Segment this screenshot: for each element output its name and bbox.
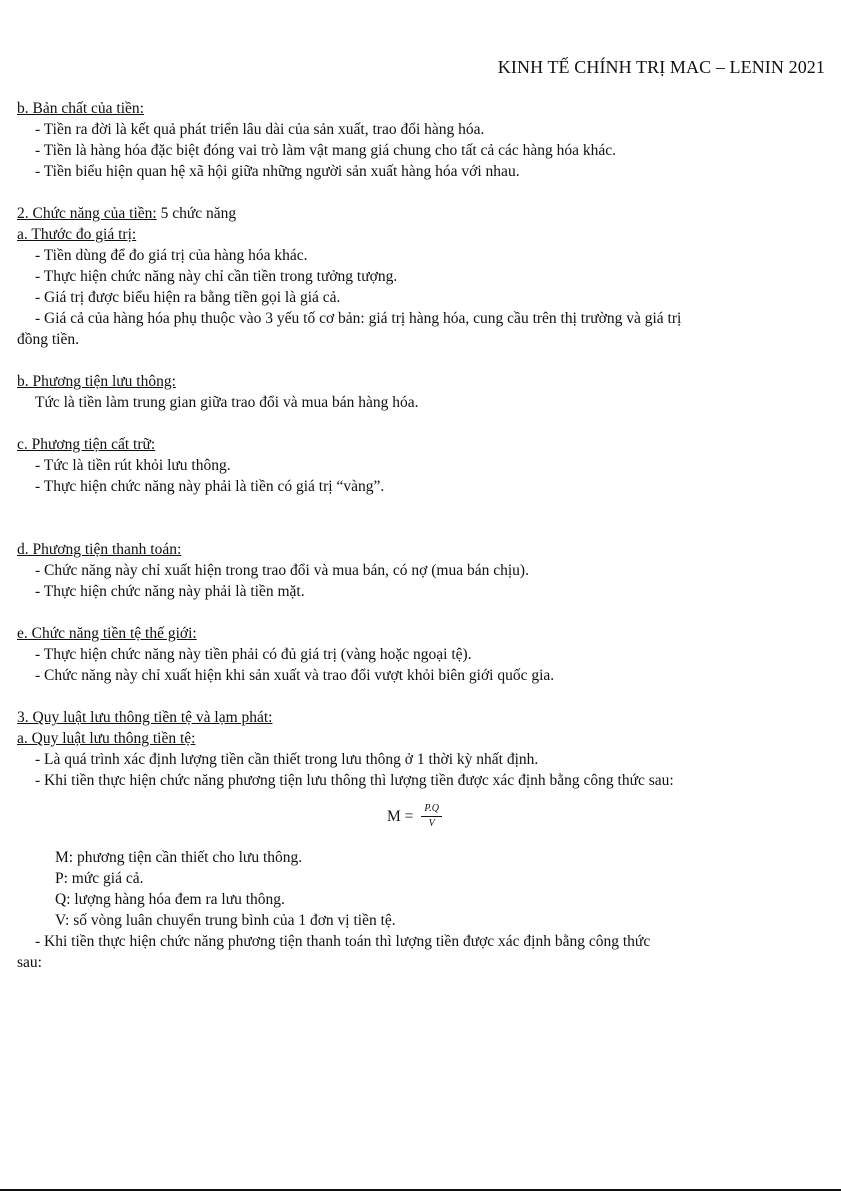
heading-chuc-nang: 2. Chức năng của tiền:: [17, 205, 157, 222]
list-item: - Tiền dùng để đo giá trị của hàng hóa khác.: [35, 247, 308, 264]
list-item: - Tức là tiền rút khỏi lưu thông.: [35, 457, 231, 474]
paragraph: Tức là tiền làm trung gian giữa trao đổi và mua bán hàng hóa.: [35, 394, 419, 411]
list-item: - Tiền biểu hiện quan hệ xã hội giữa những người sản xuất hàng hóa với nhau.: [35, 163, 520, 180]
formula-fraction: [421, 803, 442, 830]
heading-thuoc-do: a. Thước đo giá trị:: [17, 226, 137, 243]
list-item: - Chức năng này chỉ xuất hiện khi sản xuất và trao đổi vượt khỏi biên giới quốc gia.: [35, 667, 555, 684]
heading-luu-thong: b. Phương tiện lưu thông:: [17, 373, 176, 390]
heading-chuc-nang-rest: 5 chức năng: [156, 205, 237, 222]
formula: [17, 795, 829, 847]
list-item: - Thực hiện chức năng này phải là tiền mặt.: [35, 583, 305, 600]
page-header: KINH TẾ CHÍNH TRỊ MAC – LENIN 2021: [497, 57, 825, 77]
definition-item: V: số vòng luân chuyển trung bình của 1 đơn vị tiền tệ.: [55, 912, 396, 929]
list-item: - Thực hiện chức năng này tiền phải có đủ giá trị (vàng hoặc ngoại tệ).: [35, 646, 472, 663]
list-item: - Thực hiện chức năng này phải là tiền có giá trị “vàng”.: [35, 478, 385, 495]
heading-cat-tru: c. Phương tiện cất trữ:: [17, 436, 156, 453]
list-item: - Giá trị được biểu hiện ra bằng tiền gọi là giá cả.: [35, 289, 341, 306]
heading-chuc-nang-line: [17, 203, 829, 224]
heading-quy-luat-luu-thong: a. Quy luật lưu thông tiền tệ:: [17, 730, 196, 747]
formula-numerator: P.Q: [421, 803, 442, 817]
list-item: - Giá cả của hàng hóa phụ thuộc vào 3 yếu tố cơ bản: giá trị hàng hóa, cung cầu trên thị trường và giá trị: [35, 310, 682, 327]
list-item: - Thực hiện chức năng này chỉ cần tiền trong tưởng tượng.: [35, 268, 398, 285]
list-item: - Khi tiền thực hiện chức năng phương tiện thanh toán thì lượng tiền được xác định bằng công thức: [35, 933, 651, 950]
list-item-continuation: đồng tiền.: [17, 331, 79, 348]
list-item-continuation: sau:: [17, 954, 42, 971]
definition-item: Q: lượng hàng hóa đem ra lưu thông.: [55, 891, 285, 908]
list-item: - Tiền ra đời là kết quả phát triển lâu dài của sản xuất, trao đổi hàng hóa.: [35, 121, 485, 138]
list-item: - Khi tiền thực hiện chức năng phương tiện lưu thông thì lượng tiền được xác định bằng công thức sau:: [35, 772, 674, 789]
document-body: [17, 98, 829, 973]
definition-item: M: phương tiện cần thiết cho lưu thông.: [55, 849, 303, 866]
list-item: - Tiền là hàng hóa đặc biệt đóng vai trò làm vật mang giá chung cho tất cả các hàng hóa khác.: [35, 142, 617, 159]
list-item: - Là quá trình xác định lượng tiền cần thiết trong lưu thông ở 1 thời kỳ nhất định.: [35, 751, 539, 768]
formula-denominator: V: [428, 818, 435, 829]
heading-quy-luat: 3. Quy luật lưu thông tiền tệ và lạm phát:: [17, 709, 273, 726]
definition-item: P: mức giá cả.: [55, 870, 144, 887]
list-item: - Chức năng này chỉ xuất hiện trong trao đổi và mua bán, có nợ (mua bán chịu).: [35, 562, 529, 579]
heading-tien-te-the-gioi: e. Chức năng tiền tệ thế giới:: [17, 625, 197, 642]
heading-ban-chat: b. Bản chất của tiền:: [17, 100, 144, 117]
heading-thanh-toan: d. Phương tiện thanh toán:: [17, 541, 182, 558]
formula-lhs: M =: [387, 808, 414, 825]
